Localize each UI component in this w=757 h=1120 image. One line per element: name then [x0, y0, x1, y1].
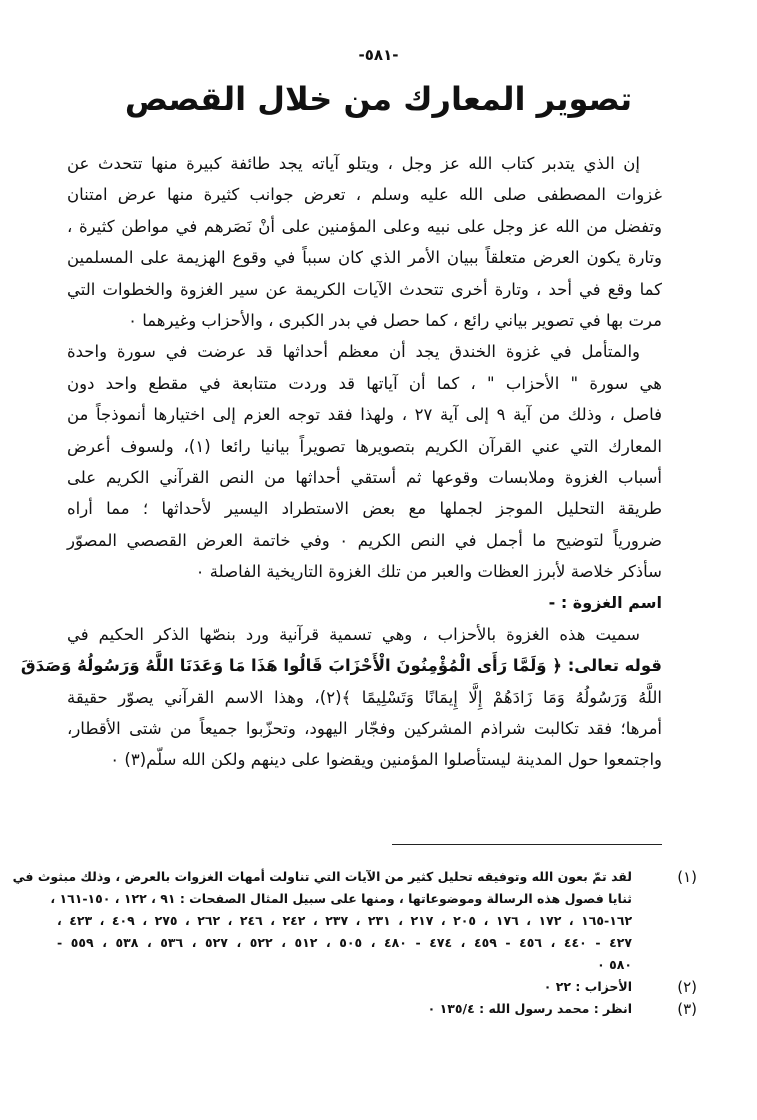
footnote-number: (٣) [677, 1000, 697, 1018]
paragraph-line: هي سورة " الأحزاب " ، كما أن آياتها قد وردت متتابعة في مقطع واحد دون [67, 373, 662, 393]
section-line: سميت هذه الغزوة بالأحزاب ، وهي تسمية قرآنية ورد بنصّها الذكر الحكيم في [67, 624, 640, 644]
paragraph-line: والمتأمل في غزوة الخندق يجد أن معظم أحداثها قد عرضت في سورة واحدة [67, 342, 640, 362]
footnote-line: ٤٢٧ - ٤٤٠ ، ٤٥٦ - ٤٥٩ ، ٤٧٤ - ٤٨٠ ، ٥٠٥ ، ٥١٢ ، ٥٢٢ ، ٥٢٧ ، ٥٣٦ ، ٥٣٨ ، ٥٥٩ - [57, 935, 632, 950]
paragraph-line: كما وقع في أحد ، وتارة أخرى تتحدث الآيات الكريمة عن سير الغزوة والخطوات التي [67, 279, 662, 299]
paragraph-line: طريقة التحليل الموجز لجملها مع بعض الاستطراد اليسير لأحداثها ؛ مما أراه [67, 499, 662, 519]
section-heading: اسم الغزوة : - [548, 593, 662, 613]
paragraph-line: وتفضل من الله عز وجل على نبيه وعلى المؤمنين على أنْ نَصَرهم في مواطن كثيرة ، [67, 216, 662, 236]
footnote-line: ثنايا فصول هذه الرسالة وموضوعاتها ، ومنها على سبيل المثال الصفحات : ٩١ ، ١٢٢ ، ١٥٠-١٦١ ، [50, 891, 632, 906]
quran-verse-line: اللَّهُ وَرَسُولُهُ وَمَا زَادَهُمْ إِلَّا إِيمَانًا وَتَسْلِيمًا ﴾(٢)، وهذا الاسم القرآني يصوّر حقيقة [67, 687, 662, 707]
footnote-line: ١٦٢-١٦٥ ، ١٧٢ ، ١٧٦ ، ٢٠٥ ، ٢١٧ ، ٢٣١ ، ٢٣٧ ، ٢٤٢ ، ٢٤٦ ، ٢٦٢ ، ٢٧٥ ، ٤٠٩ ، ٤٢٣ ، [57, 913, 633, 928]
paragraph-line: غزوات المصطفى صلى الله عليه وسلم ، تعرض جوانب كثيرة منها عرض امتنان [67, 185, 662, 205]
footnote-3 [57, 998, 697, 1020]
footnote-2 [57, 976, 697, 998]
page-title: تصوير المعارك من خلال القصص [124, 80, 633, 118]
section-line: أمرها؛ فقد تكالبت شراذم المشركين وفجّار اليهود، وتحزّبوا جميعاً من شتى الأقطار، [67, 719, 662, 739]
footnote-line: ٥٨٠ ٠ [597, 957, 632, 972]
footnotes [12, 866, 697, 1020]
footnote-divider [392, 844, 662, 845]
paragraph-line: فاصل ، وذلك من آية ٩ إلى آية ٢٧ ، ولهذا فقد توجه العزم إلى اختيارها أنموذجاً من [67, 405, 662, 425]
paragraph-line: مرت بها في تصوير بياني رائع ، كما حصل في بدر الكبرى ، والأحزاب وغيرهما ٠ [128, 310, 662, 330]
page-number: -٥٨١- [358, 46, 399, 64]
footnote-1 [12, 866, 697, 976]
main-text [20, 148, 663, 776]
footnote-line: لقد تمّ بعون الله وتوفيقه تحليل كثير من الآيات التي تناولت أمهات الغزوات بالعرض ، وذلك مبثوث في [12, 869, 632, 884]
footnote-number: (٢) [677, 978, 697, 996]
paragraph-line: أسباب الغزوة وملابسات وقوعها ثم أستقي أحداثها من النص القرآني الكريم على [67, 467, 662, 487]
paragraph-line: ضرورياً لتوضيح ما أجمل في النص الكريم ٠ وفي خاتمة العرض القصصي المصوّر [67, 530, 662, 550]
footnote-line: الأحزاب : ٢٢ ٠ [543, 979, 632, 994]
paragraph-line: وتارة يكون العرض متعلقاً ببيان الأمر الذي كان سبباً في وقوع الهزيمة على المسلمين [67, 248, 662, 268]
paragraph-line: إن الذي يتدبر كتاب الله عز وجل ، ويتلو آياته يجد طائفة كبيرة منها تتحدث عن [67, 154, 640, 173]
section-line: واجتمعوا حول المدينة ليستأصلوا المؤمنين ويقضوا على دينهم ولكن الله سلّم(٣) ٠ [110, 750, 662, 770]
footnote-number: (١) [677, 868, 697, 886]
paragraph-line: المعارك التي عني القرآن الكريم بتصويرها تصويراً بيانيا رائعا (١)، ولسوف أعرض [67, 436, 663, 456]
footnote-line: انظر : محمد رسول الله : ١٣٥/٤ ٠ [427, 1001, 632, 1016]
quran-verse-line: قوله تعالى: ﴿ وَلَمَّا رَأَى الْمُؤْمِنُونَ الْأَحْزَابَ قَالُوا هَذَا مَا وَعَدَنَا اللَّهُ وَرَسُولُهُ وَصَدَقَ [20, 656, 662, 676]
paragraph-line: سأذكر خلاصة لأبرز العظات والعبر من تلك الغزوة التاريخية الفاصلة ٠ [195, 562, 662, 582]
